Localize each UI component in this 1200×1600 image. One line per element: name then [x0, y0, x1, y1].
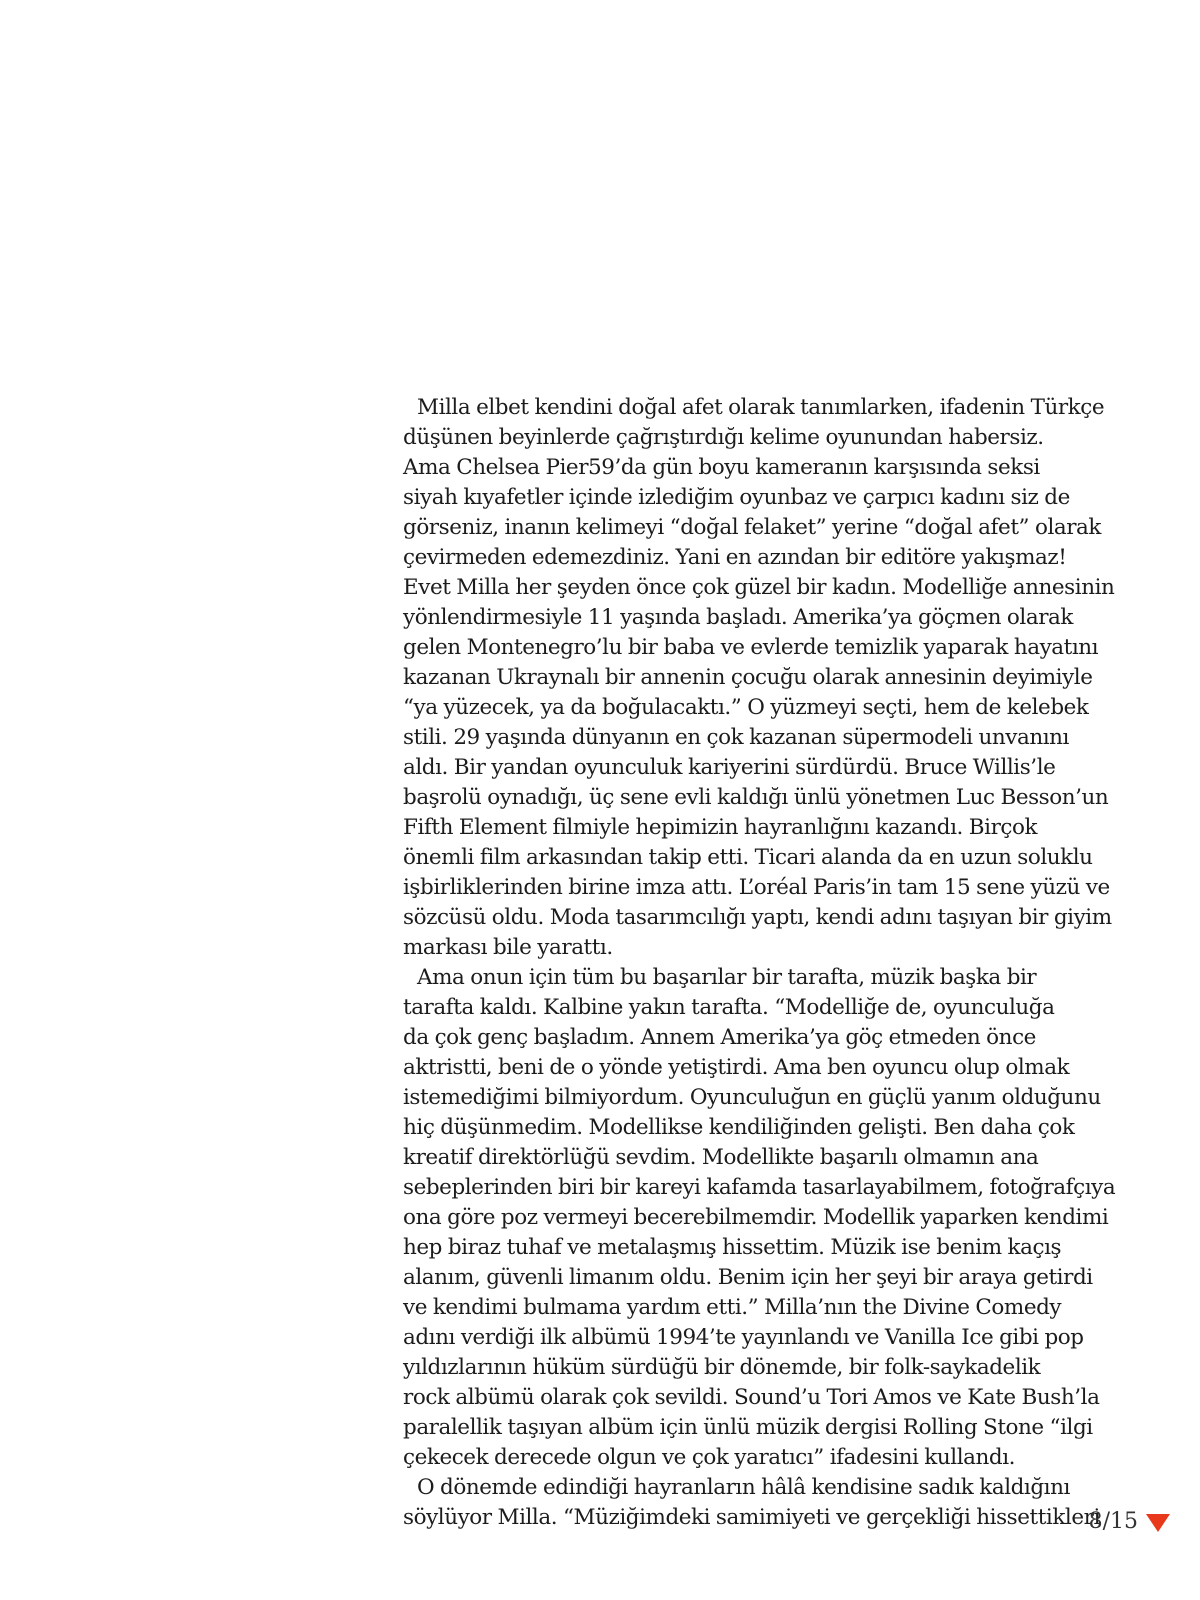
text-line: yıldızlarının hüküm sürdüğü bir dönemde, bir folk-saykadelik — [403, 1355, 1041, 1380]
text-line: Ama Chelsea Pier59’da gün boyu kameranın karşısında seksi — [403, 455, 1040, 480]
text-line: stili. 29 yaşında dünyanın en çok kazanan süpermodeli unvanını — [403, 725, 1069, 750]
text-line: ona göre poz vermeyi becerebilmemdir. Modellik yaparken kendimi — [403, 1205, 1109, 1230]
text-line: “ya yüzecek, ya da boğulacaktı.” O yüzmeyi seçti, hem de kelebek — [403, 695, 1089, 720]
page-number: 8/15 — [1088, 1509, 1138, 1534]
text-line: çekecek derecede olgun ve çok yaratıcı” ifadesini kullandı. — [403, 1445, 1016, 1470]
text-line: alanım, güvenli limanım oldu. Benim için her şeyi bir araya getirdi — [403, 1265, 1093, 1290]
text-line: işbirliklerinden birine imza attı. L’oréal Paris’in tam 15 sene yüzü ve — [403, 875, 1110, 900]
text-line: kreatif direktörlüğü sevdim. Modellikte başarılı olmamın ana — [403, 1145, 1039, 1170]
paragraph-3 — [403, 1473, 1163, 1533]
text-line: paralellik taşıyan albüm için ünlü müzik dergisi Rolling Stone “ilgi — [403, 1415, 1093, 1440]
text-line: söylüyor Milla. “Müziğimdeki samimiyeti ve gerçekliği hissettikleri — [403, 1505, 1100, 1530]
text-line: istemediğimi bilmiyordum. Oyunculuğun en güçlü yanım olduğunu — [403, 1085, 1101, 1110]
text-line: O dönemde edindiği hayranların hâlâ kendisine sadık kaldığını — [417, 1475, 1070, 1500]
text-line: Evet Milla her şeyden önce çok güzel bir kadın. Modelliğe annesinin — [403, 575, 1115, 600]
text-line: başrolü oynadığı, üç sene evli kaldığı ünlü yönetmen Luc Besson’un — [403, 785, 1109, 810]
text-line: aldı. Bir yandan oyunculuk kariyerini sürdürdü. Bruce Willis’le — [403, 755, 1056, 780]
paragraph-1 — [403, 393, 1163, 963]
text-line: gelen Montenegro’lu bir baba ve evlerde temizlik yaparak hayatını — [403, 635, 1099, 660]
text-line: siyah kıyafetler içinde izlediğim oyunbaz ve çarpıcı kadını siz de — [403, 485, 1070, 510]
text-line: adını verdiği ilk albümü 1994’te yayınlandı ve Vanilla Ice gibi pop — [403, 1325, 1084, 1350]
text-line: yönlendirmesiyle 11 yaşında başladı. Amerika’ya göçmen olarak — [403, 605, 1073, 630]
text-line: hiç düşünmedim. Modellikse kendiliğinden gelişti. Ben daha çok — [403, 1115, 1075, 1140]
text-line: Milla elbet kendini doğal afet olarak tanımlarken, ifadenin Türkçe — [417, 395, 1105, 420]
text-line: önemli film arkasından takip etti. Ticari alanda da en uzun soluklu — [403, 845, 1093, 870]
text-line: kazanan Ukraynalı bir annenin çocuğu olarak annesinin deyimiyle — [403, 665, 1093, 690]
text-line: ve kendimi bulmama yardım etti.” Milla’nın the Divine Comedy — [403, 1295, 1062, 1320]
text-line: markası bile yarattı. — [403, 935, 613, 960]
text-line: Fifth Element filmiyle hepimizin hayranlığını kazandı. Birçok — [403, 815, 1038, 840]
text-line: Ama onun için tüm bu başarılar bir tarafta, müzik başka bir — [417, 965, 1037, 990]
triangle-down-icon[interactable] — [1146, 1514, 1170, 1532]
text-line: görseniz, inanın kelimeyi “doğal felaket” yerine “doğal afet” olarak — [403, 515, 1102, 540]
text-line: rock albümü olarak çok sevildi. Sound’u Tori Amos ve Kate Bush’la — [403, 1385, 1100, 1410]
text-line: aktristti, beni de o yönde yetiştirdi. Ama ben oyuncu olup olmak — [403, 1055, 1070, 1080]
text-line: hep biraz tuhaf ve metalaşmış hissettim. Müzik ise benim kaçış — [403, 1235, 1062, 1260]
text-line: düşünen beyinlerde çağrıştırdığı kelime oyunundan habersiz. — [403, 425, 1044, 450]
paragraph-2 — [403, 963, 1163, 1473]
text-line: sebeplerinden biri bir kareyi kafamda tasarlayabilmem, fotoğrafçıya — [403, 1175, 1116, 1200]
page-indicator — [1089, 1509, 1170, 1534]
text-line: çevirmeden edemezdiniz. Yani en azından bir editöre yakışmaz! — [403, 545, 1067, 570]
text-line: tarafta kaldı. Kalbine yakın tarafta. “Modelliğe de, oyunculuğa — [403, 995, 1055, 1020]
text-line: sözcüsü oldu. Moda tasarımcılığı yaptı, kendi adını taşıyan bir giyim — [403, 905, 1112, 930]
article-body — [403, 393, 1163, 1533]
text-line: da çok genç başladım. Annem Amerika’ya göç etmeden önce — [403, 1025, 1036, 1050]
